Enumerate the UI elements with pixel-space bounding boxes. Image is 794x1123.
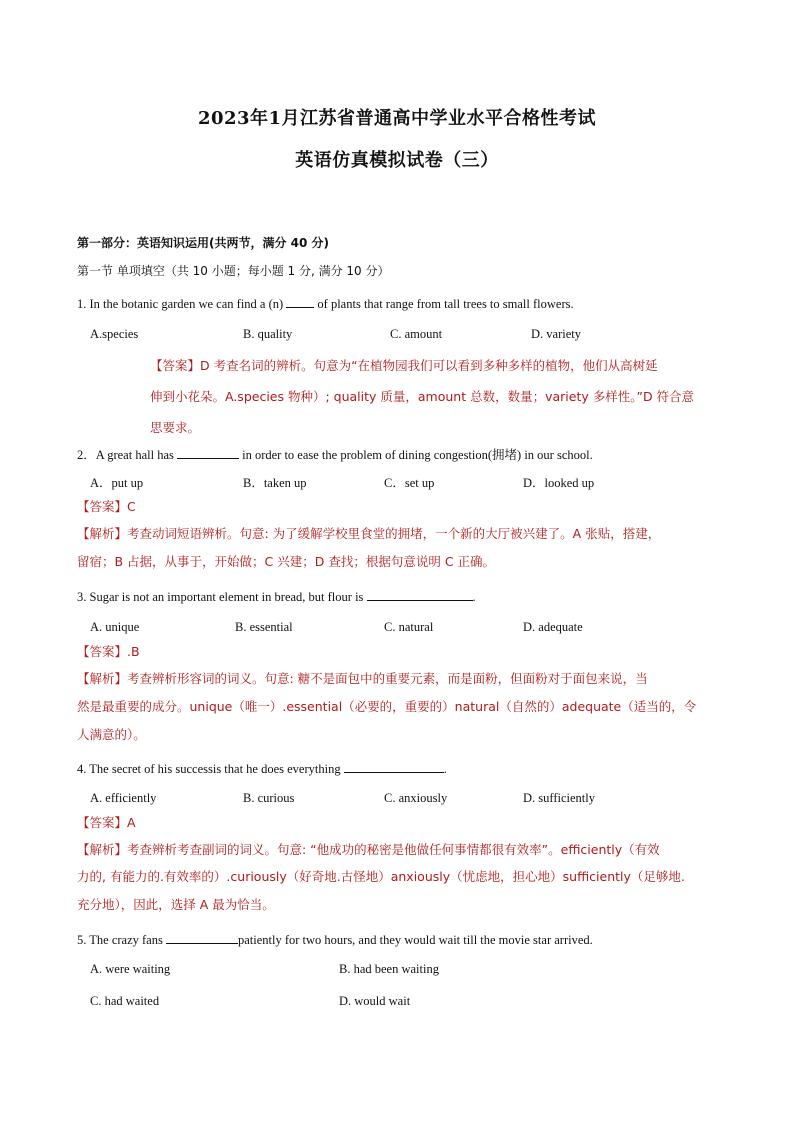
question-3-stem [77,588,476,605]
question-2-answer: 【答案】C [77,499,136,514]
question-1-stem-part-a: 1. In the botanic garden we can find a (n) [77,297,287,311]
question-2-stem-part-a: 2．A great hall has [77,448,177,462]
page-title: 2023年1月江苏省普通高中学业水平合格性考试 [197,108,597,129]
question-4-stem [77,760,447,777]
answer-blank [166,931,238,944]
question-2-option-c: C．set up [384,476,435,490]
question-5-option-b: B. had been waiting [339,962,439,976]
question-2-analysis-line-1: 【解析】考查动词短语辨析。句意: 为了缓解学校里食堂的拥堵，一个新的大厅被兴建了。A 张贴，搭建， [77,526,661,541]
question-1-option-a: A.species [90,327,139,341]
question-3-option-b: B. essential [235,620,293,634]
question-1-option-c: C. amount [390,327,443,341]
question-1-stem-part-b: of plants that range from tall trees to small flowers. [314,297,574,311]
question-3-answer: 【答案】.B [77,644,140,659]
question-1-answer-line-1: 【答案】D 考查名词的辨析。句意为“在植物园我们可以看到多种多样的植物，他们从高树延 [150,358,658,373]
question-2-option-d: D．looked up [523,476,595,490]
question-5-option-c: C. had waited [90,994,160,1008]
question-3-option-c: C. natural [384,620,434,634]
question-2-stem [77,446,593,463]
question-4-stem-part-a: 4. The secret of his successis that he does everything [77,762,344,776]
question-1-option-d: D. variety [531,327,581,341]
question-4-option-c: C. anxiously [384,791,448,805]
question-4-analysis-line-1: 【解析】考查辨析考查副词的词义。句意: “他成功的秘密是他做任何事情都很有效率”。efficiently（有效 [77,842,660,857]
question-4-answer: 【答案】A [77,815,136,830]
answer-blank [177,446,239,459]
question-5-stem-part-b: patiently for two hours, and they would wait till the movie star arrived. [237,933,593,947]
part-heading: 第一部分：英语知识运用(共两节，满分 40 分) [77,236,330,250]
question-4-option-b: B. curious [243,791,295,805]
question-3-option-d: D. adequate [523,620,583,634]
question-2-analysis-line-2: 留宿；B 占据，从事于，开始做；C 兴建；D 查找；根据句意说明 C 正确。 [77,554,496,569]
question-5-option-d: D. would wait [339,994,411,1008]
question-4-option-d: D. sufficiently [523,791,595,805]
question-3-stem-part-b: . [472,590,476,604]
question-4-analysis-line-2: 力的, 有能力的.有效率的）.curiously（好奇地.古怪地）anxiously（忧虑地，担心地）sufficiently（足够地. [77,869,685,884]
question-5-stem-part-a: 5. The crazy fans [77,933,166,947]
question-1-answer-line-3: 思要求。 [150,420,201,435]
question-4-stem-part-b: . [443,762,447,776]
answer-blank [286,295,314,308]
page-subtitle: 英语仿真模拟试卷（三） [295,150,499,171]
question-4-analysis-line-3: 充分地），因此，选择 A 最为恰当。 [77,897,275,912]
question-3-analysis-line-3: 人满意的）。 [77,727,146,742]
question-3-analysis-line-2: 然是最重要的成分。unique（唯一）.essential（必要的，重要的）natural（自然的）adequate（适当的，令 [77,699,697,714]
answer-blank [367,588,473,601]
question-4-option-a: A. efficiently [90,791,157,805]
question-1-option-b: B. quality [243,327,293,341]
question-1-stem [77,295,574,312]
question-3-stem-part-a: 3. Sugar is not an important element in bread, but flour is [77,590,367,604]
question-3-option-a: A. unique [90,620,140,634]
question-5-stem [77,931,593,948]
answer-blank [344,760,444,773]
question-2-option-a: A．put up [90,476,144,490]
question-5-option-a: A. were waiting [90,962,171,976]
section-heading: 第一节 单项填空（共 10 小题；每小题 1 分, 满分 10 分） [77,264,390,278]
question-2-option-b: B．taken up [243,476,307,490]
question-3-analysis-line-1: 【解析】考查辨析形容词的词义。句意: 糖不是面包中的重要元素，而是面粉，但面粉对于面包来说，当 [77,671,648,686]
question-2-stem-part-b: in order to ease the problem of dining congestion(拥堵) in our school. [238,448,593,462]
question-1-answer-line-2: 伸到小花朵。A.species 物种）; quality 质量，amount 总数，数量；variety 多样性。”D 符合意 [150,389,695,404]
